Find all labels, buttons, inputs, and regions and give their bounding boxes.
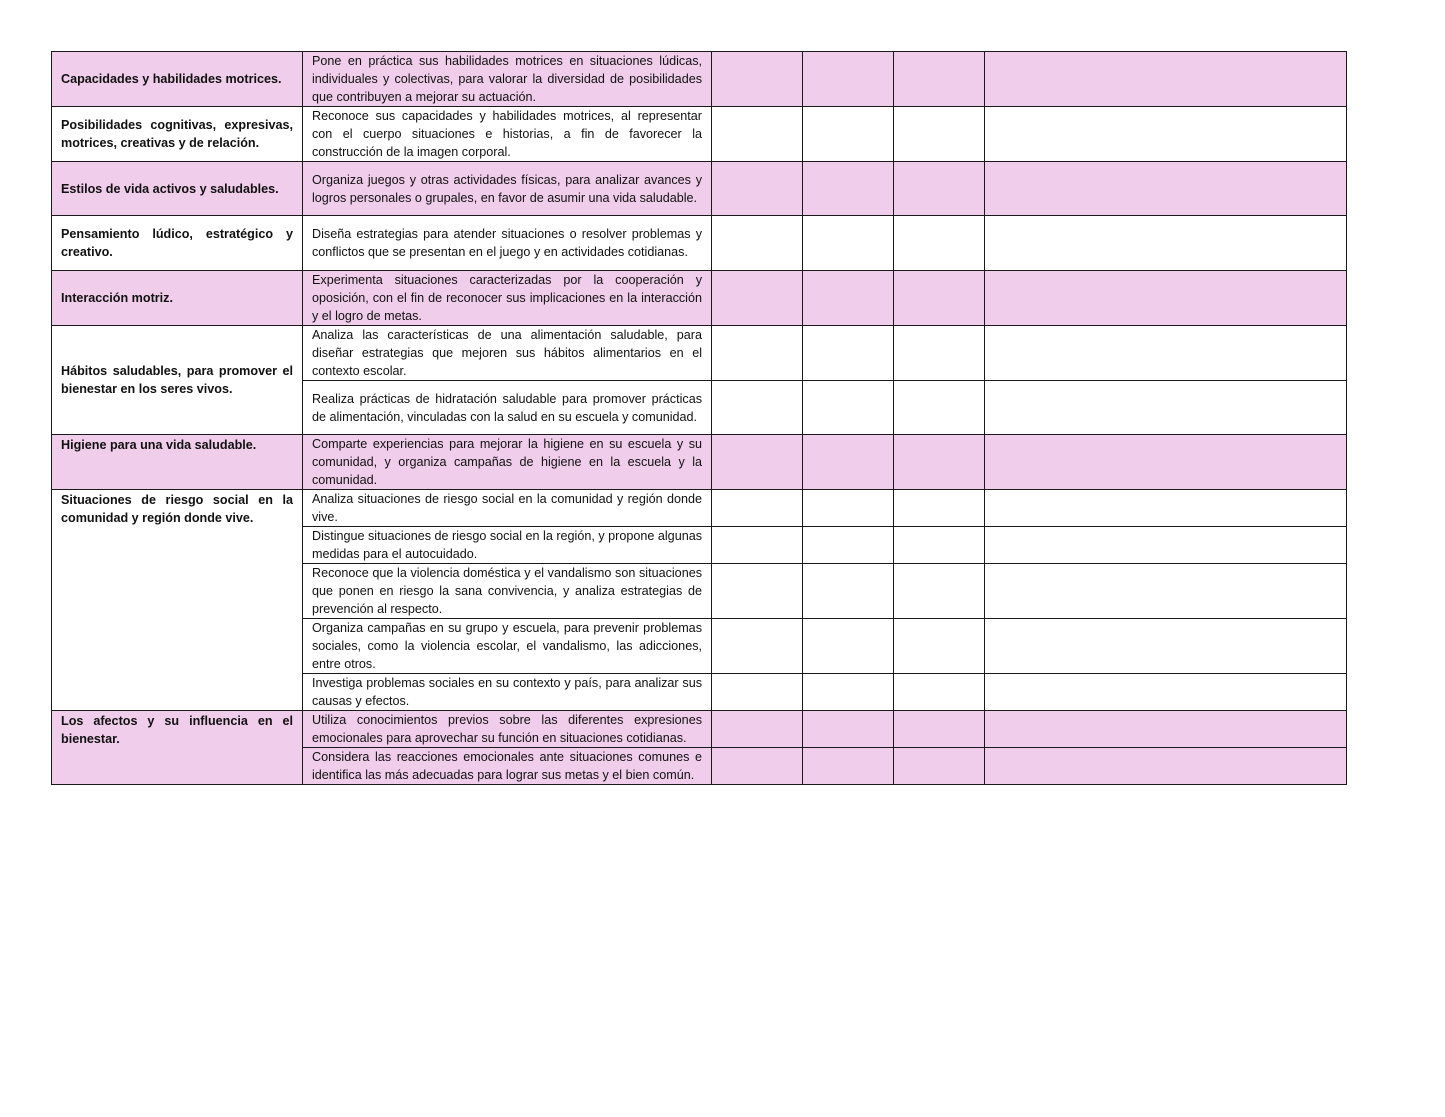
topic-cell: Pensamiento lúdico, estratégico y creativo. xyxy=(52,216,303,271)
score-cell-2[interactable] xyxy=(803,674,894,711)
descriptor-cell: Analiza las características de una alimentación saludable, para diseñar estrategias que mejoren sus hábitos alimentarios en el contexto escolar. xyxy=(303,326,712,381)
score-cell-1[interactable] xyxy=(712,381,803,435)
topic-cell: Los afectos y su influencia en el bienestar. xyxy=(52,711,303,785)
score-cell-3[interactable] xyxy=(894,619,985,674)
topic-cell: Higiene para una vida saludable. xyxy=(52,435,303,490)
score-cell-1[interactable] xyxy=(712,326,803,381)
table-row xyxy=(52,711,1347,748)
descriptor-cell: Investiga problemas sociales en su contexto y país, para analizar sus causas y efectos. xyxy=(303,674,712,711)
observations-cell[interactable] xyxy=(985,490,1347,527)
observations-cell[interactable] xyxy=(985,435,1347,490)
observations-cell[interactable] xyxy=(985,162,1347,216)
score-cell-3[interactable] xyxy=(894,435,985,490)
score-cell-2[interactable] xyxy=(803,381,894,435)
score-cell-2[interactable] xyxy=(803,527,894,564)
observations-cell[interactable] xyxy=(985,271,1347,326)
score-cell-1[interactable] xyxy=(712,564,803,619)
score-cell-2[interactable] xyxy=(803,711,894,748)
score-cell-3[interactable] xyxy=(894,490,985,527)
descriptor-cell: Comparte experiencias para mejorar la higiene en su escuela y su comunidad, y organiza campañas de higiene en la escuela y la comunidad. xyxy=(303,435,712,490)
score-cell-2[interactable] xyxy=(803,748,894,785)
score-cell-2[interactable] xyxy=(803,216,894,271)
score-cell-1[interactable] xyxy=(712,52,803,107)
score-cell-2[interactable] xyxy=(803,326,894,381)
descriptor-cell: Reconoce sus capacidades y habilidades motrices, al representar con el cuerpo situaciones e historias, a fin de favorecer la construcción de la imagen corporal. xyxy=(303,107,712,162)
score-cell-1[interactable] xyxy=(712,435,803,490)
descriptor-cell: Realiza prácticas de hidratación saludable para promover prácticas de alimentación, vinculadas con la salud en su escuela y comunidad. xyxy=(303,381,712,435)
score-cell-3[interactable] xyxy=(894,326,985,381)
score-cell-1[interactable] xyxy=(712,674,803,711)
score-cell-1[interactable] xyxy=(712,216,803,271)
score-cell-1[interactable] xyxy=(712,107,803,162)
descriptor-cell: Distingue situaciones de riesgo social en la región, y propone algunas medidas para el autocuidado. xyxy=(303,527,712,564)
score-cell-1[interactable] xyxy=(712,748,803,785)
topic-cell: Capacidades y habilidades motrices. xyxy=(52,52,303,107)
score-cell-2[interactable] xyxy=(803,435,894,490)
observations-cell[interactable] xyxy=(985,564,1347,619)
observations-cell[interactable] xyxy=(985,619,1347,674)
score-cell-3[interactable] xyxy=(894,748,985,785)
score-cell-3[interactable] xyxy=(894,271,985,326)
table-row xyxy=(52,216,1347,271)
score-cell-1[interactable] xyxy=(712,271,803,326)
observations-cell[interactable] xyxy=(985,326,1347,381)
score-cell-3[interactable] xyxy=(894,216,985,271)
score-cell-2[interactable] xyxy=(803,564,894,619)
score-cell-3[interactable] xyxy=(894,381,985,435)
table-row xyxy=(52,435,1347,490)
observations-cell[interactable] xyxy=(985,107,1347,162)
table-row xyxy=(52,271,1347,326)
score-cell-1[interactable] xyxy=(712,619,803,674)
topic-cell: Estilos de vida activos y saludables. xyxy=(52,162,303,216)
topic-cell: Posibilidades cognitivas, expresivas, motrices, creativas y de relación. xyxy=(52,107,303,162)
score-cell-3[interactable] xyxy=(894,52,985,107)
table-row xyxy=(52,326,1347,381)
score-cell-1[interactable] xyxy=(712,711,803,748)
score-cell-2[interactable] xyxy=(803,107,894,162)
observations-cell[interactable] xyxy=(985,711,1347,748)
descriptor-cell: Diseña estrategias para atender situaciones o resolver problemas y conflictos que se presentan en el juego y en actividades cotidianas. xyxy=(303,216,712,271)
observations-cell[interactable] xyxy=(985,748,1347,785)
observations-cell[interactable] xyxy=(985,674,1347,711)
descriptor-cell: Considera las reacciones emocionales ante situaciones comunes e identifica las más adecuadas para lograr sus metas y el bien común. xyxy=(303,748,712,785)
score-cell-3[interactable] xyxy=(894,564,985,619)
score-cell-3[interactable] xyxy=(894,711,985,748)
score-cell-1[interactable] xyxy=(712,490,803,527)
observations-cell[interactable] xyxy=(985,527,1347,564)
table-row xyxy=(52,490,1347,527)
observations-cell[interactable] xyxy=(985,216,1347,271)
score-cell-3[interactable] xyxy=(894,527,985,564)
topic-cell: Situaciones de riesgo social en la comunidad y región donde vive. xyxy=(52,490,303,711)
observations-cell[interactable] xyxy=(985,381,1347,435)
score-cell-2[interactable] xyxy=(803,490,894,527)
descriptor-cell: Organiza campañas en su grupo y escuela, para prevenir problemas sociales, como la violencia escolar, el vandalismo, las adicciones, entre otros. xyxy=(303,619,712,674)
topic-cell: Interacción motriz. xyxy=(52,271,303,326)
descriptor-cell: Reconoce que la violencia doméstica y el vandalismo son situaciones que ponen en riesgo la sana convivencia, y analiza estrategias de prevención al respecto. xyxy=(303,564,712,619)
score-cell-2[interactable] xyxy=(803,162,894,216)
table-row xyxy=(52,52,1347,107)
score-cell-1[interactable] xyxy=(712,162,803,216)
descriptor-cell: Experimenta situaciones caracterizadas por la cooperación y oposición, con el fin de reconocer sus implicaciones en la interacción y el logro de metas. xyxy=(303,271,712,326)
table-row xyxy=(52,107,1347,162)
score-cell-3[interactable] xyxy=(894,162,985,216)
descriptor-cell: Pone en práctica sus habilidades motrices en situaciones lúdicas, individuales y colectivas, para valorar la diversidad de posibilidades que contribuyen a mejorar su actuación. xyxy=(303,52,712,107)
descriptor-cell: Utiliza conocimientos previos sobre las diferentes expresiones emocionales para aprovechar su función en situaciones cotidianas. xyxy=(303,711,712,748)
observations-cell[interactable] xyxy=(985,52,1347,107)
topic-cell: Hábitos saludables, para promover el bienestar en los seres vivos. xyxy=(52,326,303,435)
evaluation-table xyxy=(51,51,1347,785)
descriptor-cell: Organiza juegos y otras actividades físicas, para analizar avances y logros personales o grupales, en favor de asumir una vida saludable. xyxy=(303,162,712,216)
score-cell-3[interactable] xyxy=(894,674,985,711)
score-cell-2[interactable] xyxy=(803,271,894,326)
score-cell-1[interactable] xyxy=(712,527,803,564)
score-cell-2[interactable] xyxy=(803,619,894,674)
descriptor-cell: Analiza situaciones de riesgo social en la comunidad y región donde vive. xyxy=(303,490,712,527)
table-row xyxy=(52,162,1347,216)
score-cell-3[interactable] xyxy=(894,107,985,162)
score-cell-2[interactable] xyxy=(803,52,894,107)
